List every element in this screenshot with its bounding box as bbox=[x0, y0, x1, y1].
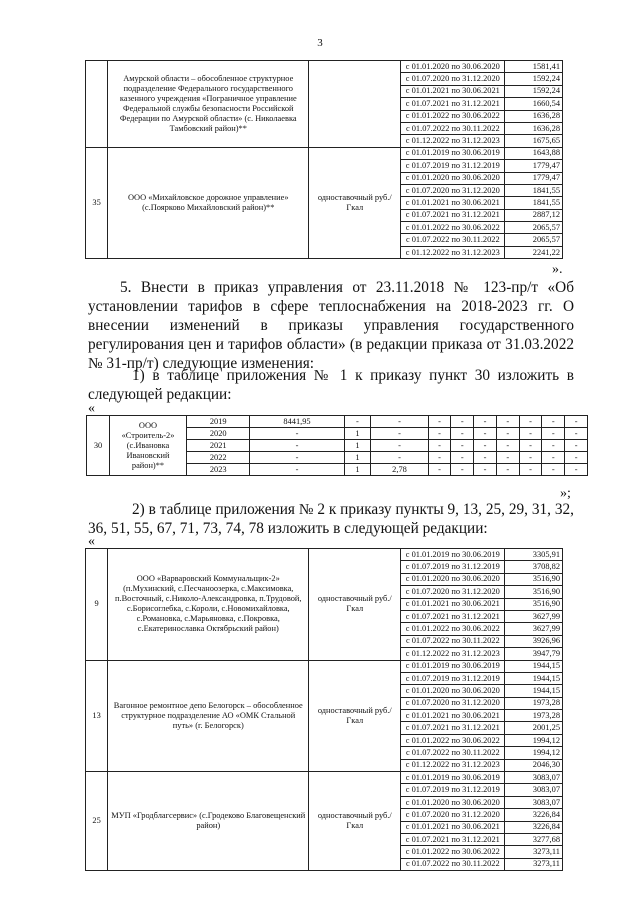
organization-name: Вагонное ремонтное депо Белогорск – обособленное структурное подразделение АО «ОМК Стальной путь» (г. Белогорск) bbox=[108, 660, 309, 772]
period: с 01.12.2022 по 31.12.2023 bbox=[401, 759, 505, 771]
tariff-value: 1973,28 bbox=[505, 710, 563, 722]
tariff-value: 1779,47 bbox=[505, 160, 563, 172]
tariff-value: 3926,96 bbox=[505, 635, 563, 647]
year: 2019 bbox=[187, 416, 250, 428]
period: с 01.07.2022 по 30.11.2022 bbox=[401, 858, 505, 870]
tariff-value: 3083,07 bbox=[505, 784, 563, 796]
value: - bbox=[344, 416, 371, 428]
organization-name: ООО «Михайловское дорожное управление» (с.Поярково Михайловский район)** bbox=[108, 147, 309, 259]
value: - bbox=[496, 428, 519, 440]
tariff-value: 1944,15 bbox=[505, 660, 563, 672]
period: с 01.07.2020 по 31.12.2020 bbox=[401, 184, 505, 196]
year: 2023 bbox=[187, 464, 250, 476]
value: - bbox=[519, 452, 542, 464]
value: - bbox=[250, 428, 344, 440]
value: - bbox=[496, 464, 519, 476]
value: 2,78 bbox=[371, 464, 428, 476]
year: 2021 bbox=[187, 440, 250, 452]
period: с 01.01.2021 по 30.06.2021 bbox=[401, 197, 505, 209]
tariff-value: 1779,47 bbox=[505, 172, 563, 184]
tariff-unit: одноставочный руб./Гкал bbox=[309, 660, 401, 772]
value: 1 bbox=[344, 452, 371, 464]
tariff-value: 3273,11 bbox=[505, 858, 563, 870]
value: - bbox=[542, 440, 565, 452]
value: - bbox=[496, 452, 519, 464]
tariff-unit: одноставочный руб./Гкал bbox=[309, 147, 401, 259]
value: - bbox=[519, 440, 542, 452]
period: с 01.01.2021 по 30.06.2021 bbox=[401, 598, 505, 610]
organization-name: ООО «Строитель-2» (с.Ивановка Ивановский район)** bbox=[110, 416, 187, 476]
period: с 01.07.2020 по 31.12.2020 bbox=[401, 809, 505, 821]
item-number: 9 bbox=[86, 549, 108, 661]
close-quote: ». bbox=[552, 262, 563, 277]
organization-name: МУП «Гродблагсервис» (с.Гродеково Благовещенский район) bbox=[108, 772, 309, 871]
tariff-value: 3708,82 bbox=[505, 561, 563, 573]
value: - bbox=[542, 416, 565, 428]
value: - bbox=[565, 452, 588, 464]
tariff-unit bbox=[309, 61, 401, 148]
tariff-value: 2887,12 bbox=[505, 209, 563, 221]
tariff-value: 3305,91 bbox=[505, 549, 563, 561]
organization-name: ООО «Варваровский Коммунальщик-2» (п.Мухинский, с.Песчаноозерка, с.Максимовка, п.Восточный, с.Николо-Александровка, п.Трудовой, с.Борисоглебка, с.Короли, с.Новомихайловка, с.Романовка, с.Марьяновка, с.Покровка, с.Екатеринославка Октябрьский район) bbox=[108, 549, 309, 661]
value: - bbox=[371, 416, 428, 428]
value: - bbox=[474, 416, 497, 428]
item-number bbox=[86, 61, 108, 148]
table-row bbox=[86, 147, 563, 159]
value: - bbox=[428, 452, 451, 464]
table-row bbox=[86, 61, 563, 73]
period: с 01.01.2022 по 30.06.2022 bbox=[401, 734, 505, 746]
period: с 01.12.2022 по 31.12.2023 bbox=[401, 648, 505, 660]
period: с 01.07.2022 по 30.11.2022 bbox=[401, 122, 505, 134]
tariff-value: 1643,88 bbox=[505, 147, 563, 159]
value: 1 bbox=[344, 428, 371, 440]
value: - bbox=[474, 464, 497, 476]
page-number: 3 bbox=[317, 37, 323, 49]
period: с 01.07.2021 по 31.12.2021 bbox=[401, 98, 505, 110]
tariff-value: 1592,24 bbox=[505, 73, 563, 85]
value: - bbox=[451, 416, 474, 428]
tariff-value: 3627,99 bbox=[505, 623, 563, 635]
value: - bbox=[428, 416, 451, 428]
value: - bbox=[519, 464, 542, 476]
value: 1 bbox=[344, 440, 371, 452]
year: 2020 bbox=[187, 428, 250, 440]
period: с 01.07.2020 по 31.12.2020 bbox=[401, 697, 505, 709]
period: с 01.07.2021 по 31.12.2021 bbox=[401, 833, 505, 845]
item-number: 30 bbox=[87, 416, 110, 476]
tariff-value: 1994,12 bbox=[505, 747, 563, 759]
value: - bbox=[542, 464, 565, 476]
tariff-value: 3516,90 bbox=[505, 586, 563, 598]
item-number: 25 bbox=[86, 772, 108, 871]
year: 2022 bbox=[187, 452, 250, 464]
tariff-unit: одноставочный руб./Гкал bbox=[309, 549, 401, 661]
value: - bbox=[451, 428, 474, 440]
tariff-value: 3516,90 bbox=[505, 598, 563, 610]
tariff-value: 3226,84 bbox=[505, 821, 563, 833]
value: - bbox=[474, 440, 497, 452]
period: с 01.01.2020 по 30.06.2020 bbox=[401, 61, 505, 73]
tariff-value: 1944,15 bbox=[505, 672, 563, 684]
period: с 01.01.2020 по 30.06.2020 bbox=[401, 573, 505, 585]
table-row bbox=[86, 660, 563, 672]
period: с 01.01.2021 по 30.06.2021 bbox=[401, 710, 505, 722]
period: с 01.01.2019 по 30.06.2019 bbox=[401, 772, 505, 784]
period: с 01.12.2022 по 31.12.2023 bbox=[401, 135, 505, 147]
tariff-value: 2065,57 bbox=[505, 234, 563, 246]
period: с 01.01.2021 по 30.06.2021 bbox=[401, 821, 505, 833]
period: с 01.12.2022 по 31.12.2023 bbox=[401, 246, 505, 258]
period: с 01.01.2022 по 30.06.2022 bbox=[401, 846, 505, 858]
tariff-value: 1944,15 bbox=[505, 685, 563, 697]
value: - bbox=[565, 428, 588, 440]
tariff-value: 3226,84 bbox=[505, 809, 563, 821]
period: с 01.07.2020 по 31.12.2020 bbox=[401, 586, 505, 598]
value: - bbox=[451, 440, 474, 452]
value: - bbox=[474, 452, 497, 464]
period: с 01.07.2022 по 30.11.2022 bbox=[401, 747, 505, 759]
tariff-value: 3627,99 bbox=[505, 610, 563, 622]
tariff-value: 2065,57 bbox=[505, 222, 563, 234]
tariff-value: 1841,55 bbox=[505, 197, 563, 209]
value: - bbox=[250, 440, 344, 452]
tariff-value: 1592,24 bbox=[505, 85, 563, 97]
value: - bbox=[428, 440, 451, 452]
item-2: 2) в таблице приложения № 2 к приказу пункты 9, 13, 25, 29, 31, 32, 36, 51, 55, 67, 71, 73, 74, 78 изложить в следующей редакции: bbox=[88, 501, 574, 537]
value: - bbox=[496, 416, 519, 428]
tariff-value: 1994,12 bbox=[505, 734, 563, 746]
tariff-value: 3083,07 bbox=[505, 796, 563, 808]
table-row bbox=[86, 549, 563, 561]
value: - bbox=[519, 416, 542, 428]
value: - bbox=[428, 464, 451, 476]
value: - bbox=[371, 452, 428, 464]
tariff-value: 3516,90 bbox=[505, 573, 563, 585]
period: с 01.01.2020 по 30.06.2020 bbox=[401, 685, 505, 697]
tariff-value: 2241,22 bbox=[505, 246, 563, 258]
value: - bbox=[565, 464, 588, 476]
tariff-value: 3277,68 bbox=[505, 833, 563, 845]
tariff-value: 2001,25 bbox=[505, 722, 563, 734]
period: с 01.01.2022 по 30.06.2022 bbox=[401, 623, 505, 635]
tariff-value: 1973,28 bbox=[505, 697, 563, 709]
period: с 01.01.2019 по 30.06.2019 bbox=[401, 549, 505, 561]
tariff-value: 2046,30 bbox=[505, 759, 563, 771]
value: - bbox=[250, 464, 344, 476]
tariff-table-top bbox=[85, 60, 563, 259]
tariff-value: 3083,07 bbox=[505, 772, 563, 784]
period: с 01.07.2021 по 31.12.2021 bbox=[401, 209, 505, 221]
tariff-table-bottom bbox=[85, 548, 563, 871]
value: - bbox=[474, 428, 497, 440]
item-number: 13 bbox=[86, 660, 108, 772]
tariff-table-mid bbox=[86, 415, 588, 476]
table-row bbox=[87, 416, 588, 428]
value: - bbox=[519, 428, 542, 440]
period: с 01.01.2019 по 30.06.2019 bbox=[401, 660, 505, 672]
period: с 01.07.2019 по 31.12.2019 bbox=[401, 672, 505, 684]
period: с 01.07.2021 по 31.12.2021 bbox=[401, 610, 505, 622]
value: - bbox=[565, 440, 588, 452]
open-quote: « bbox=[88, 401, 95, 416]
period: с 01.07.2022 по 30.11.2022 bbox=[401, 234, 505, 246]
table-row bbox=[86, 772, 563, 784]
period: с 01.01.2022 по 30.06.2022 bbox=[401, 222, 505, 234]
tariff-value: 1660,54 bbox=[505, 98, 563, 110]
value: - bbox=[451, 464, 474, 476]
tariff-value: 1636,28 bbox=[505, 110, 563, 122]
value: 8441,95 bbox=[250, 416, 344, 428]
value: - bbox=[542, 452, 565, 464]
tariff-unit: одноставочный руб./Гкал bbox=[309, 772, 401, 871]
period: с 01.07.2020 по 31.12.2020 bbox=[401, 73, 505, 85]
value: - bbox=[250, 452, 344, 464]
period: с 01.01.2022 по 30.06.2022 bbox=[401, 110, 505, 122]
tariff-value: 1581,41 bbox=[505, 61, 563, 73]
paragraph-5: 5. Внести в приказ управления от 23.11.2018 № 123-пр/т «Об установлении тарифов в сфере теплоснабжения на 2018-2023 гг. О внесении изменений в приказы управления государственного регулирования цен и тарифов области» (в редакции приказа от 31.03.2022 № 31-пр/т) следующие изменения: bbox=[88, 279, 574, 372]
period: с 01.07.2019 по 31.12.2019 bbox=[401, 160, 505, 172]
tariff-value: 1636,28 bbox=[505, 122, 563, 134]
value: - bbox=[565, 416, 588, 428]
period: с 01.01.2021 по 30.06.2021 bbox=[401, 85, 505, 97]
value: - bbox=[428, 428, 451, 440]
period: с 01.07.2021 по 31.12.2021 bbox=[401, 722, 505, 734]
tariff-value: 1841,55 bbox=[505, 184, 563, 196]
value: - bbox=[542, 428, 565, 440]
value: - bbox=[496, 440, 519, 452]
value: - bbox=[451, 452, 474, 464]
period: с 01.07.2019 по 31.12.2019 bbox=[401, 784, 505, 796]
open-quote: « bbox=[88, 534, 95, 549]
period: с 01.01.2020 по 30.06.2020 bbox=[401, 172, 505, 184]
tariff-value: 3947,79 bbox=[505, 648, 563, 660]
tariff-value: 1675,65 bbox=[505, 135, 563, 147]
value: - bbox=[371, 428, 428, 440]
value: 1 bbox=[344, 464, 371, 476]
item-number: 35 bbox=[86, 147, 108, 259]
close-quote: »; bbox=[560, 486, 571, 501]
period: с 01.01.2020 по 30.06.2020 bbox=[401, 796, 505, 808]
organization-name: Амурской области – обособленное структурное подразделение Федерального государственного казенного учреждения «Пограничное управление Федеральной службы безопасности Российской Федерации по Амурской области» (с. Николаевка Тамбовский район)** bbox=[108, 61, 309, 148]
period: с 01.07.2019 по 31.12.2019 bbox=[401, 561, 505, 573]
period: с 01.07.2022 по 30.11.2022 bbox=[401, 635, 505, 647]
period: с 01.01.2019 по 30.06.2019 bbox=[401, 147, 505, 159]
item-1: 1) в таблице приложения № 1 к приказу пункт 30 изложить в следующей редакции: bbox=[88, 367, 574, 403]
value: - bbox=[371, 440, 428, 452]
tariff-value: 3273,11 bbox=[505, 846, 563, 858]
